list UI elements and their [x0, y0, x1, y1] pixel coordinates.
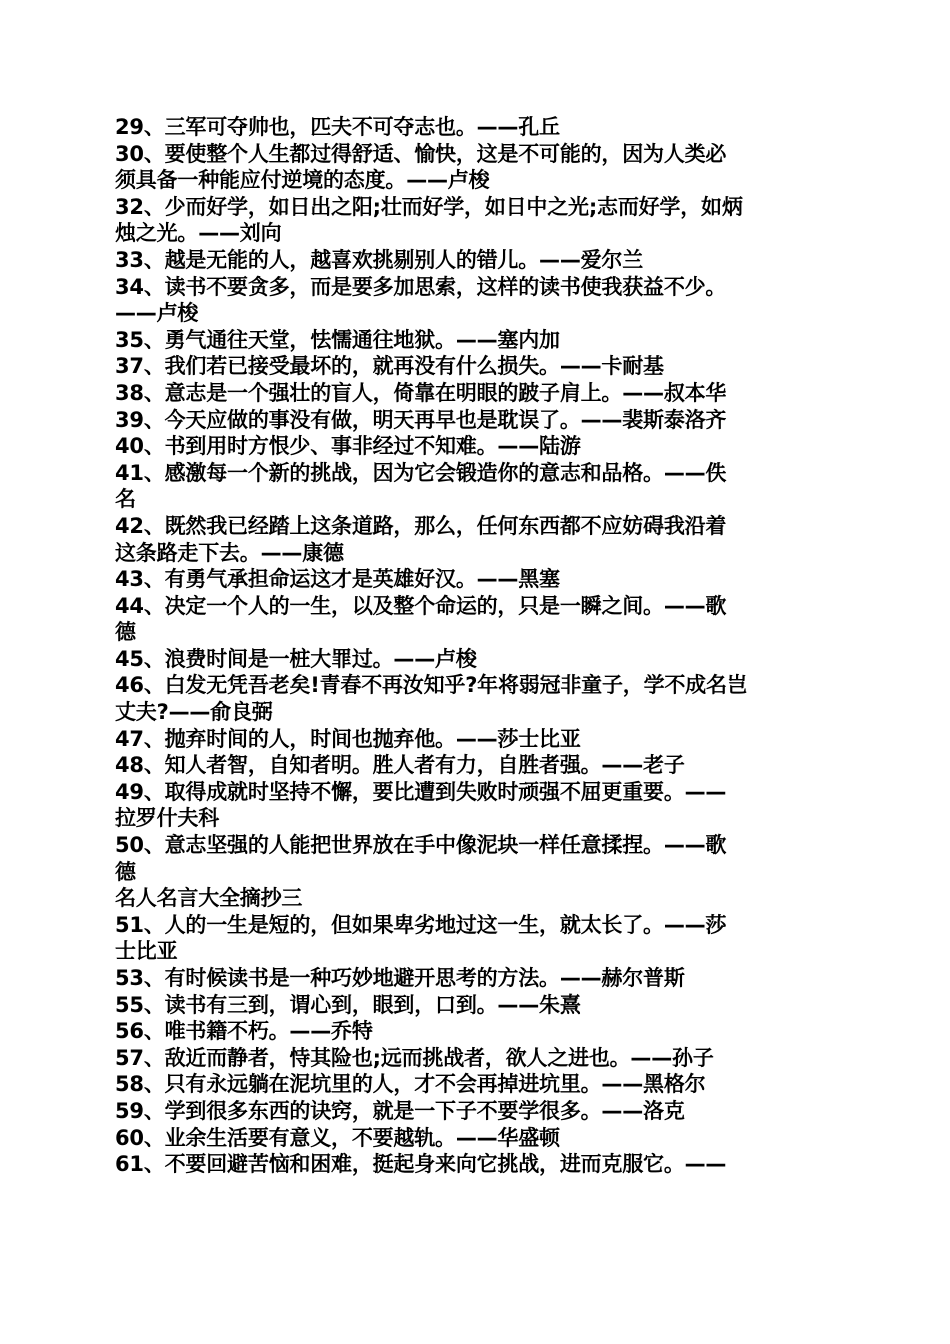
text-line: 45、浪费时间是一桩大罪过。——卢梭 — [115, 646, 477, 671]
text-line: 48、知人者智，自知者明。胜人者有力，自胜者强。——老子 — [115, 753, 685, 778]
text-line: 拉罗什夫科 — [115, 806, 219, 831]
text-line: 30、要使整个人生都过得舒适、愉快，这是不可能的，因为人类必 — [115, 141, 727, 166]
text-line: 士比亚 — [115, 939, 178, 964]
text-line: 49、取得成就时坚持不懈，要比遭到失败时顽强不屈更重要。—— — [115, 779, 727, 804]
text-line: 42、既然我已经踏上这条道路，那么，任何东西都不应妨碍我沿着 — [115, 513, 727, 538]
text-line: 56、唯书籍不朽。——乔特 — [115, 1019, 373, 1044]
text-line: 55、读书有三到，谓心到，眼到，口到。——朱熹 — [115, 992, 581, 1017]
text-line: 61、不要回避苦恼和困难，挺起身来向它挑战，进而克服它。—— — [115, 1152, 727, 1177]
text-line: 59、学到很多东西的诀窍，就是一下子不要学很多。——洛克 — [115, 1098, 685, 1123]
text-line: 烛之光。——刘向 — [115, 221, 282, 246]
text-line: 须具备一种能应付逆境的态度。——卢梭 — [115, 168, 490, 193]
text-line: 50、意志坚强的人能把世界放在手中像泥块一样任意揉捏。——歌 — [115, 833, 727, 858]
text-line: ——卢梭 — [115, 301, 199, 326]
text-line: 35、勇气通往天堂，怯懦通往地狱。——塞内加 — [115, 327, 560, 352]
text-line: 33、越是无能的人，越喜欢挑剔别人的错儿。——爱尔兰 — [115, 247, 644, 272]
text-line: 53、有时候读书是一种巧妙地避开思考的方法。——赫尔普斯 — [115, 966, 685, 990]
text-line: 德 — [115, 620, 136, 645]
text-line: 丈夫?——俞良弼 — [115, 700, 273, 725]
text-line: 37、我们若已接受最坏的，就再没有什么损失。——卡耐基 — [115, 354, 664, 379]
text-line: 44、决定一个人的一生，以及整个命运的，只是一瞬之间。——歌 — [115, 593, 727, 618]
document-page — [115, 114, 835, 1178]
text-line: 34、读书不要贪多，而是要多加思索，这样的读书使我获益不少。 — [115, 274, 727, 299]
text-line: 40、书到用时方恨少、事非经过不知难。——陆游 — [115, 434, 581, 459]
text-line: 60、业余生活要有意义，不要越轨。——华盛顿 — [115, 1125, 560, 1150]
text-line: 39、今天应做的事没有做，明天再早也是耽误了。——裴斯泰洛齐 — [115, 407, 727, 432]
text-line: 这条路走下去。——康德 — [115, 540, 344, 565]
text-line: 名人名言大全摘抄三 — [115, 886, 303, 911]
text-line: 47、抛弃时间的人，时间也抛弃他。——莎士比亚 — [115, 726, 581, 751]
text-line: 46、白发无凭吾老矣!青春不再汝知乎?年将弱冠非童子，学不成名岂 — [115, 673, 748, 698]
text-line: 38、意志是一个强壮的盲人，倚靠在明眼的跛子肩上。——叔本华 — [115, 380, 727, 405]
text-line: 41、感激每一个新的挑战，因为它会锻造你的意志和品格。——佚 — [115, 460, 727, 485]
text-line: 51、人的一生是短的，但如果卑劣地过这一生，就太长了。——莎 — [115, 912, 727, 937]
text-line: 德 — [115, 859, 136, 884]
text-line: 43、有勇气承担命运这才是英雄好汉。——黑塞 — [115, 567, 560, 592]
text-line: 32、少而好学，如日出之阳;壮而好学，如日中之光;志而好学，如炳 — [115, 194, 743, 219]
text-line: 57、敌近而静者，恃其险也;远而挑战者，欲人之进也。——孙子 — [115, 1045, 714, 1070]
text-line: 29、三军可夺帅也，匹夫不可夺志也。——孔丘 — [115, 115, 560, 139]
text-line: 58、只有永远躺在泥坑里的人，才不会再掉进坑里。——黑格尔 — [115, 1072, 706, 1097]
text-line: 名 — [115, 487, 136, 512]
